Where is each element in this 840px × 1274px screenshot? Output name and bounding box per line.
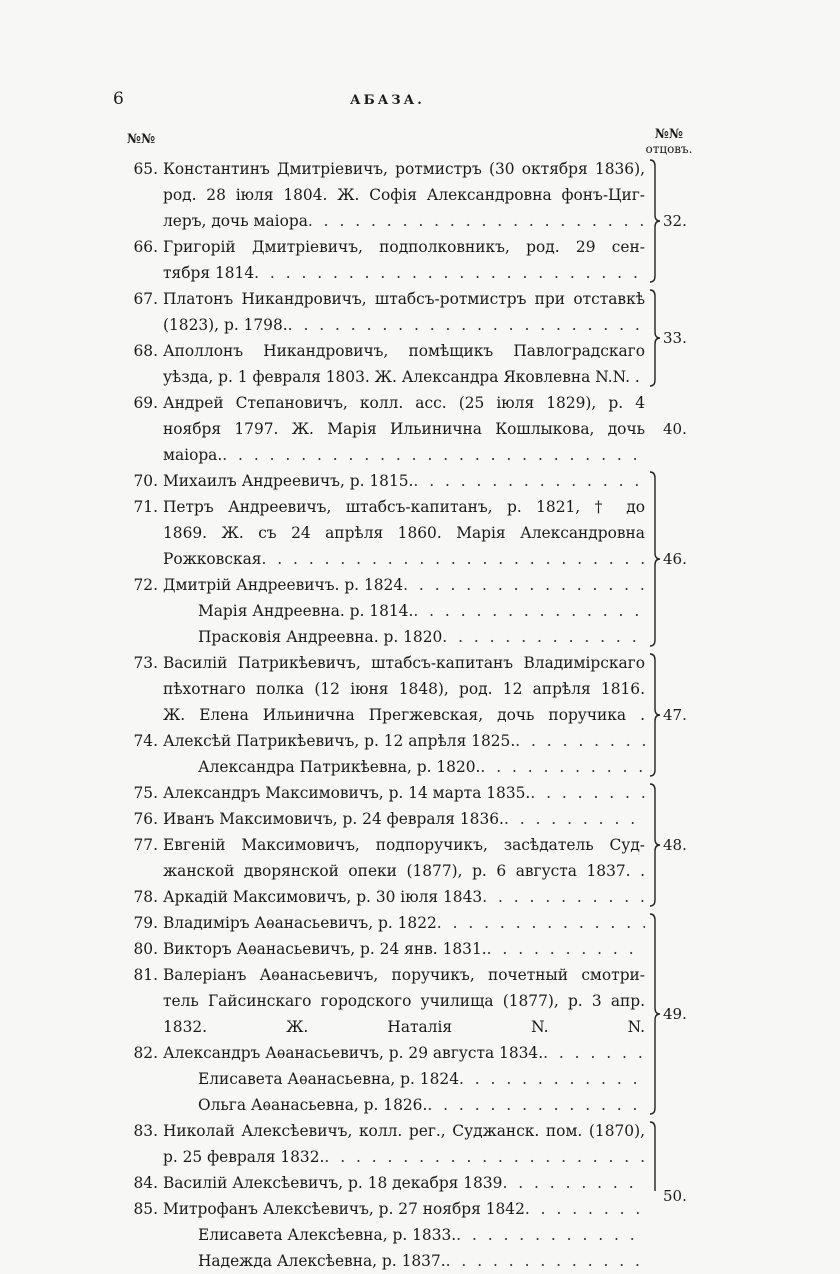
entry-number: 70. bbox=[133, 472, 158, 490]
father-reference: 47. bbox=[663, 706, 687, 724]
entry-number: 83. bbox=[133, 1122, 158, 1140]
father-reference: 48. bbox=[663, 836, 687, 854]
leader-dots bbox=[543, 1040, 645, 1066]
leader-dots bbox=[308, 208, 645, 234]
entry-line: 1832. Ж. Наталія N. N. bbox=[163, 1018, 645, 1036]
leader-dots bbox=[288, 312, 645, 338]
entry-number: 68. bbox=[133, 342, 158, 360]
entry-text: Александръ Максимовичъ, р. 14 марта 1835. bbox=[163, 784, 531, 802]
entry-number: 80. bbox=[133, 940, 158, 958]
leader-dots bbox=[530, 780, 645, 806]
leader-dots bbox=[487, 936, 645, 962]
entry-number: 79. bbox=[133, 914, 158, 932]
entry-line: Петръ Андреевичъ, штабсъ-капитанъ, р. 1821, † до bbox=[163, 498, 645, 516]
entry-line bbox=[163, 546, 645, 572]
father-reference: 33. bbox=[663, 329, 687, 347]
entry-line: Аполлонъ Никандровичъ, помѣщикъ Павлоградскаго bbox=[163, 342, 645, 360]
entry-line bbox=[163, 806, 645, 832]
column-header-numbers: №№ bbox=[127, 132, 156, 147]
entry-line bbox=[163, 208, 645, 234]
leader-dots bbox=[456, 1222, 645, 1248]
grouping-brace bbox=[650, 784, 660, 906]
entry-line bbox=[163, 468, 645, 494]
entry-number: 65. bbox=[133, 160, 158, 178]
page-number: 6 bbox=[113, 89, 124, 109]
entry-number: 84. bbox=[133, 1174, 158, 1192]
entry-line bbox=[163, 936, 645, 962]
leader-dots bbox=[413, 468, 645, 494]
grouping-brace bbox=[650, 914, 660, 1114]
entry-line bbox=[198, 1248, 645, 1274]
leader-dots bbox=[482, 884, 645, 910]
entry-line: уѣзда, р. 1 февраля 1803. Ж. Александра Яковлевна N.N. . bbox=[163, 368, 640, 386]
entry-text: Елисавета Аѳанасьевна, р. 1824 bbox=[198, 1070, 459, 1088]
entry-line: 1869. Ж. съ 24 апрѣля 1860. Марія Александровна bbox=[163, 524, 645, 542]
leader-dots bbox=[504, 806, 645, 832]
entry-number: 78. bbox=[133, 888, 158, 906]
entry-line bbox=[163, 884, 645, 910]
entry-line bbox=[163, 1040, 645, 1066]
leader-dots bbox=[254, 260, 645, 286]
entry-line: Николай Алексѣевичъ, колл. рег., Суджанск. пом. (1870), bbox=[163, 1122, 645, 1140]
grouping-brace bbox=[650, 1122, 660, 1191]
entry-number: 67. bbox=[133, 290, 158, 308]
leader-dots bbox=[427, 1092, 645, 1118]
entry-text: тября 1814 bbox=[163, 264, 255, 282]
leader-dots bbox=[442, 624, 645, 650]
column-header-fathers-label: отцовъ. bbox=[645, 142, 693, 156]
entry-line bbox=[198, 598, 645, 624]
leader-dots bbox=[525, 1196, 645, 1222]
entry-line: Валеріанъ Аѳанасьевичъ, поручикъ, почетный смотри- bbox=[163, 966, 645, 984]
grouping-brace bbox=[650, 472, 660, 646]
entry-number: 69. bbox=[133, 394, 158, 412]
grouping-brace bbox=[650, 160, 660, 282]
entry-line: ноября 1797. Ж. Марія Ильинична Кошлыкова, дочь bbox=[163, 420, 645, 438]
entry-line bbox=[163, 1196, 645, 1222]
entry-line: Константинъ Дмитріевичъ, ротмистръ (30 октября 1836), bbox=[163, 160, 645, 178]
entry-text: Александра Патрикѣевна, р. 1820. bbox=[198, 758, 481, 776]
entry-line bbox=[198, 1066, 645, 1092]
entry-line: Григорій Дмитріевичъ, подполковникъ, род. 29 сен- bbox=[163, 238, 645, 256]
leader-dots bbox=[515, 728, 645, 754]
entry-text: р. 25 февраля 1832. bbox=[163, 1148, 325, 1166]
leader-dots bbox=[324, 1144, 645, 1170]
entry-text: Михаилъ Андреевичъ, р. 1815. bbox=[163, 472, 414, 490]
entry-line bbox=[198, 1222, 645, 1248]
leader-dots bbox=[413, 598, 645, 624]
entry-number: 66. bbox=[133, 238, 158, 256]
entry-text: маіора. bbox=[163, 446, 223, 464]
entry-line bbox=[163, 260, 645, 286]
entry-text: Марія Андреевна. р. 1814. bbox=[198, 602, 414, 620]
entry-line: Василій Патрикѣевичъ, штабсъ-капитанъ Владимірскаго bbox=[163, 654, 645, 672]
entry-line bbox=[198, 754, 645, 780]
entry-line bbox=[163, 312, 645, 338]
entry-text: Митрофанъ Алексѣевичъ, р. 27 ноября 1842 bbox=[163, 1200, 525, 1218]
grouping-brace bbox=[650, 290, 660, 386]
father-reference: 40. bbox=[663, 420, 687, 438]
leader-dots bbox=[502, 1170, 645, 1196]
entry-line: Евгеній Максимовичъ, подпоручикъ, засѣдатель Суд- bbox=[163, 836, 645, 854]
entry-number: 71. bbox=[133, 498, 158, 516]
entry-line bbox=[163, 728, 645, 754]
entry-text: Ольга Аѳанасьевна, р. 1826. bbox=[198, 1096, 428, 1114]
entry-number: 82. bbox=[133, 1044, 158, 1062]
entry-text: леръ, дочь маіора bbox=[163, 212, 308, 230]
leader-dots bbox=[459, 1066, 645, 1092]
entry-line bbox=[163, 910, 645, 936]
leader-dots bbox=[446, 1248, 645, 1274]
leader-dots bbox=[403, 572, 645, 598]
entry-text: Александръ Аѳанасьевичъ, р. 29 августа 1834. bbox=[163, 1044, 544, 1062]
father-reference: 32. bbox=[663, 212, 687, 230]
entry-line: пѣхотнаго полка (12 іюня 1848), род. 12 апрѣля 1816. bbox=[163, 680, 645, 698]
entry-text: Надежда Алексѣевна, р. 1837. bbox=[198, 1252, 446, 1270]
entry-text: Владиміръ Аѳанасьевичъ, р. 1822 bbox=[163, 914, 437, 932]
entry-number: 77. bbox=[133, 836, 158, 854]
entry-number: 75. bbox=[133, 784, 158, 802]
entry-text: Иванъ Максимовичъ, р. 24 февраля 1836. bbox=[163, 810, 504, 828]
entry-line: Андрей Степановичъ, колл. асс. (25 іюля 1829), р. 4 bbox=[163, 394, 645, 412]
father-reference: 49. bbox=[663, 1005, 687, 1023]
entry-text: Прасковія Андреевна. р. 1820 bbox=[198, 628, 443, 646]
entry-text: Алексѣй Патрикѣевичъ, р. 12 апрѣля 1825. bbox=[163, 732, 516, 750]
entry-number: 74. bbox=[133, 732, 158, 750]
entry-text: Елисавета Алексѣевна, р. 1833. bbox=[198, 1226, 457, 1244]
entry-text: Василій Алексѣевичъ, р. 18 декабря 1839 bbox=[163, 1174, 503, 1192]
entry-line: тель Гайсинскаго городского училища (1877), р. 3 апр. bbox=[163, 992, 645, 1010]
entry-line: жанской дворянской опеки (1877), р. 6 августа 1837. . bbox=[163, 862, 645, 880]
column-header-fathers-numbers: №№ bbox=[654, 127, 684, 142]
entry-line bbox=[163, 1144, 645, 1170]
entry-line bbox=[198, 624, 645, 650]
grouping-brace bbox=[650, 654, 660, 776]
entry-number: 73. bbox=[133, 654, 158, 672]
entry-line bbox=[163, 1170, 645, 1196]
entry-line: Платонъ Никандровичъ, штабсъ-ротмистръ при отставкѣ bbox=[163, 290, 645, 308]
leader-dots bbox=[437, 910, 645, 936]
father-reference: 46. bbox=[663, 550, 687, 568]
entry-line: Ж. Елена Ильинична Прегжевская, дочь поручика . bbox=[163, 706, 645, 724]
page-title: АБАЗА. bbox=[350, 93, 425, 108]
entry-text: Рожковская bbox=[163, 550, 262, 568]
leader-dots bbox=[480, 754, 645, 780]
entry-text: Дмитрій Андреевичъ. р. 1824 bbox=[163, 576, 404, 594]
entry-text: Аркадій Максимовичъ, р. 30 іюля 1843 bbox=[163, 888, 483, 906]
entry-line bbox=[163, 572, 645, 598]
entry-number: 81. bbox=[133, 966, 158, 984]
entry-number: 72. bbox=[133, 576, 158, 594]
entry-line: род. 28 іюля 1804. Ж. Софія Александровна фонъ-Циг- bbox=[163, 186, 645, 204]
leader-dots bbox=[222, 442, 645, 468]
entry-line bbox=[198, 1092, 645, 1118]
leader-dots bbox=[261, 546, 645, 572]
column-header-fathers bbox=[638, 127, 700, 157]
entry-line bbox=[163, 442, 645, 468]
entry-number: 85. bbox=[133, 1200, 158, 1218]
entry-text: Викторъ Аѳанасьевичъ, р. 24 янв. 1831. bbox=[163, 940, 487, 958]
father-reference: 50. bbox=[663, 1187, 687, 1205]
entry-number: 76. bbox=[133, 810, 158, 828]
entry-line bbox=[163, 780, 645, 806]
entry-text: (1823), р. 1798. bbox=[163, 316, 288, 334]
